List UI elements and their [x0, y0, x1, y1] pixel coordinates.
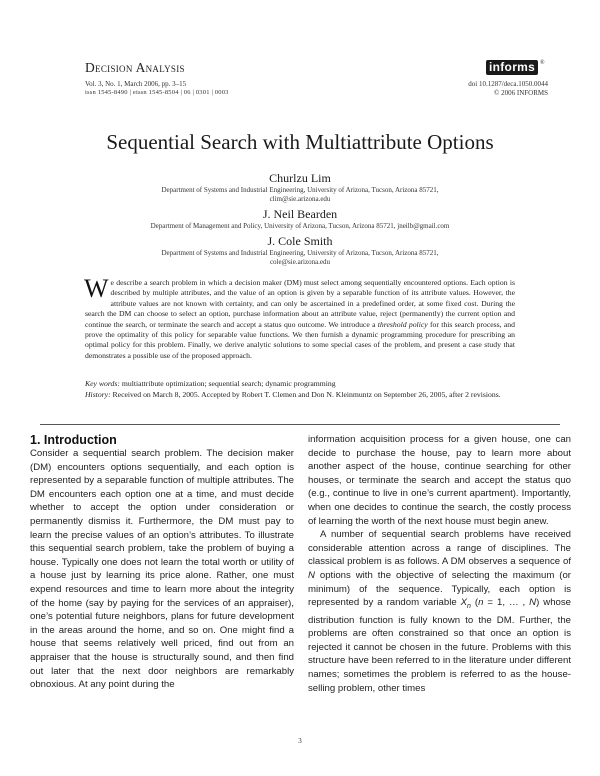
keywords-label: Key words: — [85, 379, 120, 388]
abstract-emphasis: threshold policy — [377, 319, 428, 329]
body-paragraph: Consider a sequential search problem. The decision maker (DM) encounters options sequentially, and each option is represented by a separable function of multiple attributes. The DM encounters each option one at a time, and must decide whether to accept the option under consideration or permanently dismiss it. Furthermore, the DM must pay to learn the precise values of an option’s attributes. To illustrate this sequential search problem, take the problem of buying a house. Typically one does not learn the total worth or utility of a house just by learning its price alone. Rather, one must expend resources and time to learn more about the integrity of the home (say by paying for the services of an appraiser), one’s potential future neighbors, plans for future development in the areas around the home, and so on. One might find a house that seems relatively well priced, find out from an appraiser that the house is structurally sound, and then find out later that the next door neighbors are remarkably obnoxious. At any point during the — [30, 448, 294, 691]
keywords — [85, 379, 515, 389]
author-affiliation — [85, 249, 515, 267]
math-var: n — [478, 597, 484, 609]
keywords-text: multiattribute optimization; sequential search; dynamic programming — [119, 379, 336, 388]
author-email[interactable]: clim@sie.arizona.edu — [269, 195, 331, 203]
abstract-dropcap: W — [84, 274, 109, 303]
body-text: ( — [470, 597, 479, 609]
history-text: Received on March 8, 2005. Accepted by Robert T. Clemen and Don N. Kleinmuntz on September 26, 2005, after 2 revisions. — [110, 390, 501, 399]
doi[interactable]: doi 10.1287/deca.1050.0044 — [468, 80, 548, 88]
affiliation-text: Department of Management and Policy, University of Arizona, Tucson, Arizona 85721, jneilb@gmail.com — [150, 222, 450, 230]
informs-logo — [486, 60, 548, 76]
body-text: ) whose distribution function is fully known to the DM. Further, the problems are often constrained so that once an option is rejected it cannot be chosen in the future. Problems with this structure have been referred to in the literature under different names; sometimes the problem is referred to as the house-selling problem, other times — [308, 597, 572, 694]
history-label: History: — [85, 390, 111, 399]
history — [85, 390, 515, 400]
affiliation-text: Department of Systems and Industrial Engineering, University of Arizona, Tucson, Arizona 85721, — [161, 249, 439, 257]
body-paragraph — [308, 528, 571, 695]
math-var: X — [460, 597, 468, 609]
affiliation-text: Department of Systems and Industrial Engineering, University of Arizona, Tucson, Arizona 85721, — [161, 186, 439, 194]
journal-issn-info: issn 1545-8490 | eissn 1545-8504 | 06 | 0301 | 0003 — [85, 89, 229, 96]
author-name: J. Neil Bearden — [262, 207, 338, 221]
paper-title: Sequential Search with Multiattribute Options — [106, 130, 494, 154]
section-divider — [40, 424, 560, 425]
page-number: 3 — [298, 737, 302, 745]
abstract — [84, 274, 515, 361]
copyright: © 2006 INFORMS — [494, 89, 548, 97]
body-text: options with the objective of selecting the maximum (or minimum) of the sequence. Typically, each option is represented by a random variable — [308, 569, 571, 609]
informs-logo-text: informs — [489, 60, 536, 74]
body-text: = 1, … , — [483, 597, 530, 609]
math-var: N — [529, 597, 537, 609]
journal-volume-info: Vol. 3, No. 1, March 2006, pp. 3–15 — [85, 80, 187, 88]
abstract-text: e describe a search problem in which a decision maker (DM) must select among sequentially encountered options. Each option is described by multiple attributes, and the value of an option is given by a separable function of its attribute values. However, the attribute values are not known with certainty, and can only be ascertained in a predefined order, at some fixed cost. During the search the DM can choose to select an option, purchase information about an attribute value, reject (permanently) the current option and continue the search, or terminate the search and accept a status quo outcome. We introduce a — [85, 278, 515, 329]
math-var: N — [308, 569, 315, 581]
journal-name: Decision Analysis — [85, 60, 185, 75]
body-paragraph: information acquisition process for a given house, one can decide to purchase the house, pay to learn more about another aspect of the house, continue searching for other houses, or terminate the search and accept the status quo (e.g., continue to live in one’s current apartment). Importantly, when one decides to continue the search, the costly process of learning the worth of the next house must begin anew. — [308, 434, 571, 527]
section-heading: 1. Introduction — [30, 433, 117, 447]
registered-mark: ® — [540, 60, 545, 66]
body-column-right — [308, 433, 571, 695]
author-affiliation — [85, 222, 515, 231]
body-text: A number of sequential search problems have received considerable attention across a range of disciplines. The classical problem is as follows. A DM observes a sequence of — [308, 529, 571, 568]
author-email[interactable]: cole@sie.arizona.edu — [269, 258, 331, 266]
abstract-text: for this search process, and prove the optimality of this policy for separable value functions. We then furnish a dynamic programming procedure for prescribing an optimal policy for this problem. Finally, we derive analytic solutions to some special cases of the problem, and present a case study that demonstrates a possible use of the proposed approach. — [85, 319, 515, 360]
author-name: Churlzu Lim — [269, 171, 331, 185]
author-name: J. Cole Smith — [267, 234, 333, 248]
author-affiliation — [85, 186, 515, 204]
math-var: n — [467, 603, 471, 611]
body-column-left — [30, 447, 294, 692]
